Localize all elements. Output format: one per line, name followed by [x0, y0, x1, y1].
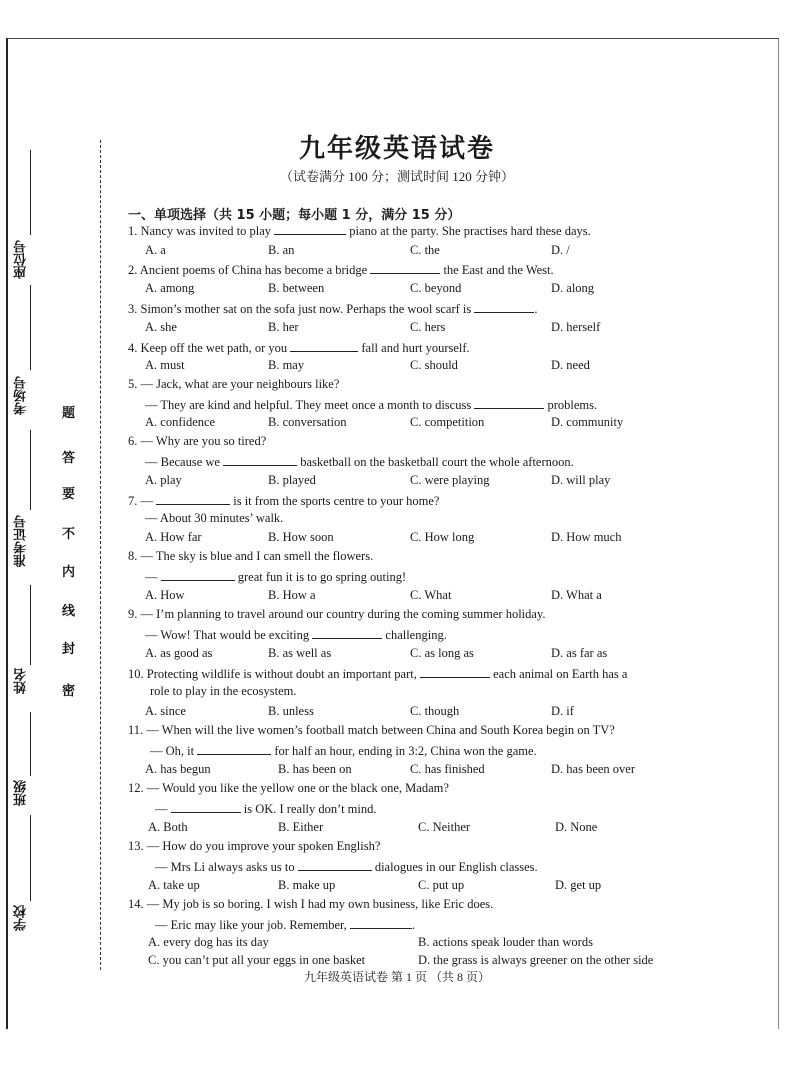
seal-char: 封 [62, 642, 76, 657]
question-14-stem: 14. — My job is so boring. I wish I had my own business, like Eric does. [128, 897, 494, 911]
name-line [30, 585, 31, 665]
option-b: B. between [268, 281, 325, 295]
stem-text: great fun it is to go spring outing! [234, 570, 407, 584]
option-d: D. herself [551, 320, 601, 334]
answer-blank [474, 396, 544, 409]
stem-text: each animal on Earth has a [489, 667, 628, 681]
stem-text: 2. Ancient poems of China has become a bridge [128, 263, 371, 277]
stem-text: the East and the West. [440, 263, 554, 277]
question-1-stem [128, 222, 591, 239]
question-4-stem [128, 339, 470, 356]
question-7-reply: — About 30 minutes’ walk. [145, 511, 284, 525]
option-c: C. hers [410, 320, 446, 334]
stem-text: — Oh, it [150, 744, 198, 758]
option-b: B. unless [268, 704, 314, 718]
class-label: 班级 [14, 780, 29, 806]
answer-blank [274, 222, 346, 235]
stem-text: 3. Simon’s mother sat on the sofa just now. Perhaps the wool scarf is [128, 302, 475, 316]
stem-text: — Mrs Li always asks us to [155, 860, 298, 874]
option-b: B. actions speak louder than words [418, 935, 593, 949]
option-c: C. What [410, 588, 452, 602]
option-c: C. should [410, 358, 458, 372]
option-d: D. need [551, 358, 590, 372]
question-5-stem: 5. — Jack, what are your neighbours like? [128, 377, 340, 391]
option-a: A. as good as [145, 646, 213, 660]
option-c: C. you can’t put all your eggs in one basket [148, 953, 366, 967]
exam-title: 九年级英语试卷 [298, 134, 495, 164]
admission-number-label: 准考证号 [14, 515, 29, 567]
section-heading: 一、单项选择（共 15 小题；每小题 1 分，满分 15 分） [128, 208, 461, 223]
question-11-stem: 11. — When will the live women’s football match between China and South Korea begin on TV? [128, 723, 615, 737]
option-a: A. confidence [145, 415, 216, 429]
option-c: C. How long [410, 530, 475, 544]
answer-blank [370, 261, 440, 274]
answer-blank [161, 568, 235, 581]
option-b: B. as well as [268, 646, 332, 660]
answer-blank [290, 339, 358, 352]
option-c: C. Neither [418, 820, 471, 834]
option-c: C. has finished [410, 762, 485, 776]
question-3-stem [128, 300, 538, 317]
question-9-reply [145, 626, 447, 643]
admission-number-line [30, 430, 31, 510]
option-d: D. as far as [551, 646, 608, 660]
option-b: B. played [268, 473, 316, 487]
stem-text: — [155, 802, 171, 816]
stem-text: — Wow! That would be exciting [145, 628, 313, 642]
option-a: A. must [145, 358, 185, 372]
stem-text: — Because we [145, 455, 224, 469]
exam-subtitle: （试卷满分 100 分；测试时间 120 分钟） [279, 169, 514, 184]
stem-text: . [411, 918, 416, 932]
stem-text: basketball on the basketball court the whole afternoon. [297, 455, 574, 469]
stem-text: fall and hurt yourself. [358, 341, 470, 355]
question-6-stem: 6. — Why are you so tired? [128, 434, 267, 448]
option-a: A. has begun [145, 762, 211, 776]
seal-char: 不 [62, 527, 76, 542]
question-2-stem [128, 261, 554, 278]
school-line [30, 815, 31, 901]
answer-blank [350, 916, 412, 929]
question-10-stem [128, 665, 627, 682]
option-c: C. put up [418, 878, 465, 892]
question-13-reply [155, 858, 538, 875]
option-a: A. a [145, 243, 166, 257]
option-a: A. Both [148, 820, 188, 834]
option-b: B. an [268, 243, 295, 257]
question-14-reply [155, 916, 415, 933]
question-11-reply [150, 742, 537, 759]
seal-char: 密 [62, 684, 76, 699]
stem-text: is OK. I really don’t mind. [240, 802, 377, 816]
question-12-stem: 12. — Would you like the yellow one or the black one, Madam? [128, 781, 449, 795]
option-a: A. among [145, 281, 195, 295]
option-d: D. community [551, 415, 624, 429]
question-12-reply [155, 800, 377, 817]
seat-number-label: 座位号 [14, 240, 29, 279]
question-9-stem: 9. — I’m planning to travel around our country during the coming summer holiday. [128, 607, 546, 621]
exam-room-line [30, 285, 31, 370]
answer-blank [298, 858, 372, 871]
stem-text: 4. Keep off the wet path, or you [128, 341, 291, 355]
question-6-reply [145, 453, 574, 470]
option-d: D. if [551, 704, 574, 718]
stem-text: piano at the party. She practises hard these days. [346, 224, 591, 238]
question-7-stem [128, 492, 439, 509]
seal-char: 线 [62, 604, 76, 619]
answer-blank [156, 492, 230, 505]
option-d: D. along [551, 281, 595, 295]
option-b: B. has been on [278, 762, 352, 776]
answer-blank [223, 453, 297, 466]
option-b: B. How a [268, 588, 316, 602]
option-d: D. What a [551, 588, 602, 602]
seal-char: 题 [62, 406, 76, 421]
option-d: D. How much [551, 530, 622, 544]
answer-blank [171, 800, 241, 813]
option-d: D. has been over [551, 762, 635, 776]
class-line [30, 712, 31, 776]
stem-text: — They are kind and helpful. They meet once a month to discuss [145, 398, 475, 412]
option-c: C. the [410, 243, 440, 257]
option-c: C. beyond [410, 281, 462, 295]
stem-text: is it from the sports centre to your home? [230, 494, 440, 508]
stem-text: . [534, 302, 538, 316]
seal-char: 答 [62, 451, 76, 466]
answer-blank [420, 665, 490, 678]
option-a: A. every dog has its day [148, 935, 269, 949]
option-a: A. take up [148, 878, 200, 892]
exam-room-label: 考场号 [14, 376, 29, 415]
option-b: B. may [268, 358, 305, 372]
option-a: A. since [145, 704, 186, 718]
answer-blank [312, 626, 382, 639]
option-b: B. How soon [268, 530, 334, 544]
stem-text: 10. Protecting wildlife is without doubt an important part, [128, 667, 420, 681]
name-label: 姓名 [14, 668, 29, 694]
seal-line [100, 140, 101, 970]
option-c: C. though [410, 704, 460, 718]
option-a: A. How far [145, 530, 202, 544]
option-d: D. will play [551, 473, 611, 487]
stem-text: challenging. [382, 628, 447, 642]
page-footer: 九年级英语试卷 第 1 页 （共 8 页） [303, 970, 490, 984]
option-b: B. her [268, 320, 299, 334]
seal-char: 内 [62, 565, 76, 580]
option-b: B. Either [278, 820, 324, 834]
stem-text: 7. — [128, 494, 157, 508]
option-d: D. None [555, 820, 598, 834]
stem-text: — Eric may like your job. Remember, [155, 918, 350, 932]
seal-char: 要 [62, 487, 76, 502]
option-a: A. she [145, 320, 177, 334]
option-c: C. as long as [410, 646, 474, 660]
answer-blank [474, 300, 534, 313]
question-13-stem: 13. — How do you improve your spoken English? [128, 839, 381, 853]
option-b: B. make up [278, 878, 336, 892]
page-border [6, 38, 779, 1029]
question-8-reply [145, 568, 406, 585]
stem-text: dialogues in our English classes. [371, 860, 538, 874]
stem-text: — [145, 570, 161, 584]
question-5-reply [145, 396, 597, 413]
option-c: C. were playing [410, 473, 490, 487]
option-a: A. play [145, 473, 182, 487]
answer-blank [197, 742, 271, 755]
option-c: C. competition [410, 415, 485, 429]
stem-text: problems. [544, 398, 598, 412]
stem-text: for half an hour, ending in 3:2, China won the game. [271, 744, 537, 758]
option-d: D. the grass is always greener on the other side [418, 953, 654, 967]
option-b: B. conversation [268, 415, 347, 429]
option-d: D. / [551, 243, 570, 257]
school-label: 学校 [14, 905, 29, 931]
question-10-continued: role to play in the ecosystem. [150, 684, 297, 698]
stem-text: 1. Nancy was invited to play [128, 224, 275, 238]
question-8-stem: 8. — The sky is blue and I can smell the flowers. [128, 549, 374, 563]
option-a: A. How [145, 588, 185, 602]
option-d: D. get up [555, 878, 602, 892]
